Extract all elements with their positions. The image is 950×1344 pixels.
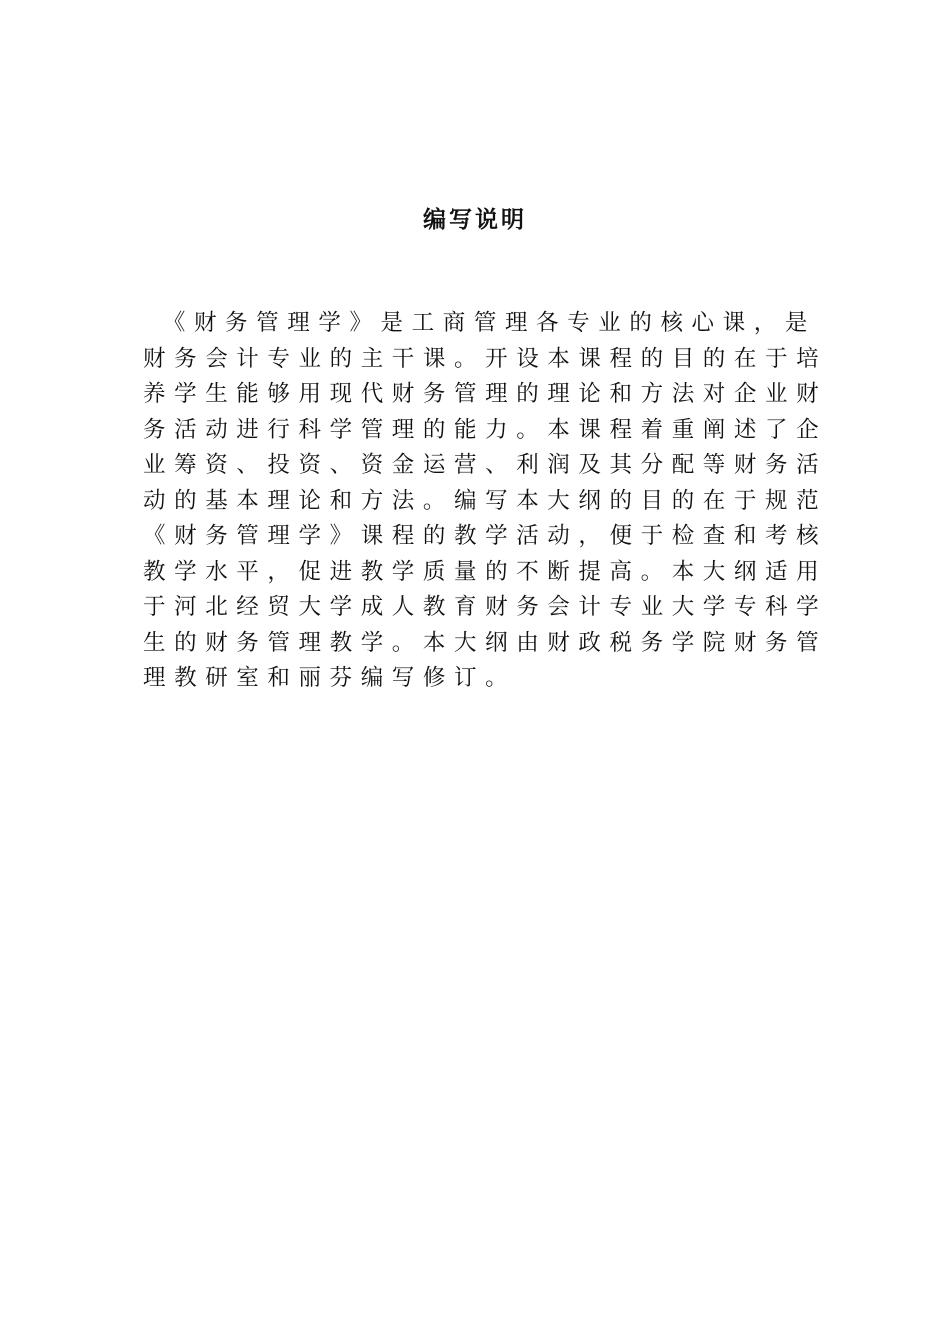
body-line: 《财务管理学》课程的教学活动，便于检查和考核 <box>143 523 828 549</box>
document-title: 编写说明 <box>423 207 527 233</box>
body-line: 财务会计专业的主干课。开设本课程的目的在于培 <box>143 345 828 372</box>
body-line: 于河北经贸大学成人教育财务会计专业大学专科学 <box>143 594 828 620</box>
body-line: 教学水平，促进教学质量的不断提高。本大纲适用 <box>143 558 828 585</box>
body-line: 业筹资、投资、资金运营、利润及其分配等财务活 <box>143 452 828 478</box>
body-line: 养学生能够用现代财务管理的理论和方法对企业财 <box>143 381 828 407</box>
document-body <box>143 306 828 697</box>
body-line: 动的基本理论和方法。编写本大纲的目的在于规范 <box>143 487 828 514</box>
body-line: 《财务管理学》是工商管理各专业的核心课，是 <box>143 310 816 336</box>
body-line: 务活动进行科学管理的能力。本课程着重阐述了企 <box>143 416 828 443</box>
body-line: 生的财务管理教学。本大纲由财政税务学院财务管 <box>143 629 828 656</box>
body-line: 理教研室和丽芬编写修订。 <box>143 665 517 691</box>
